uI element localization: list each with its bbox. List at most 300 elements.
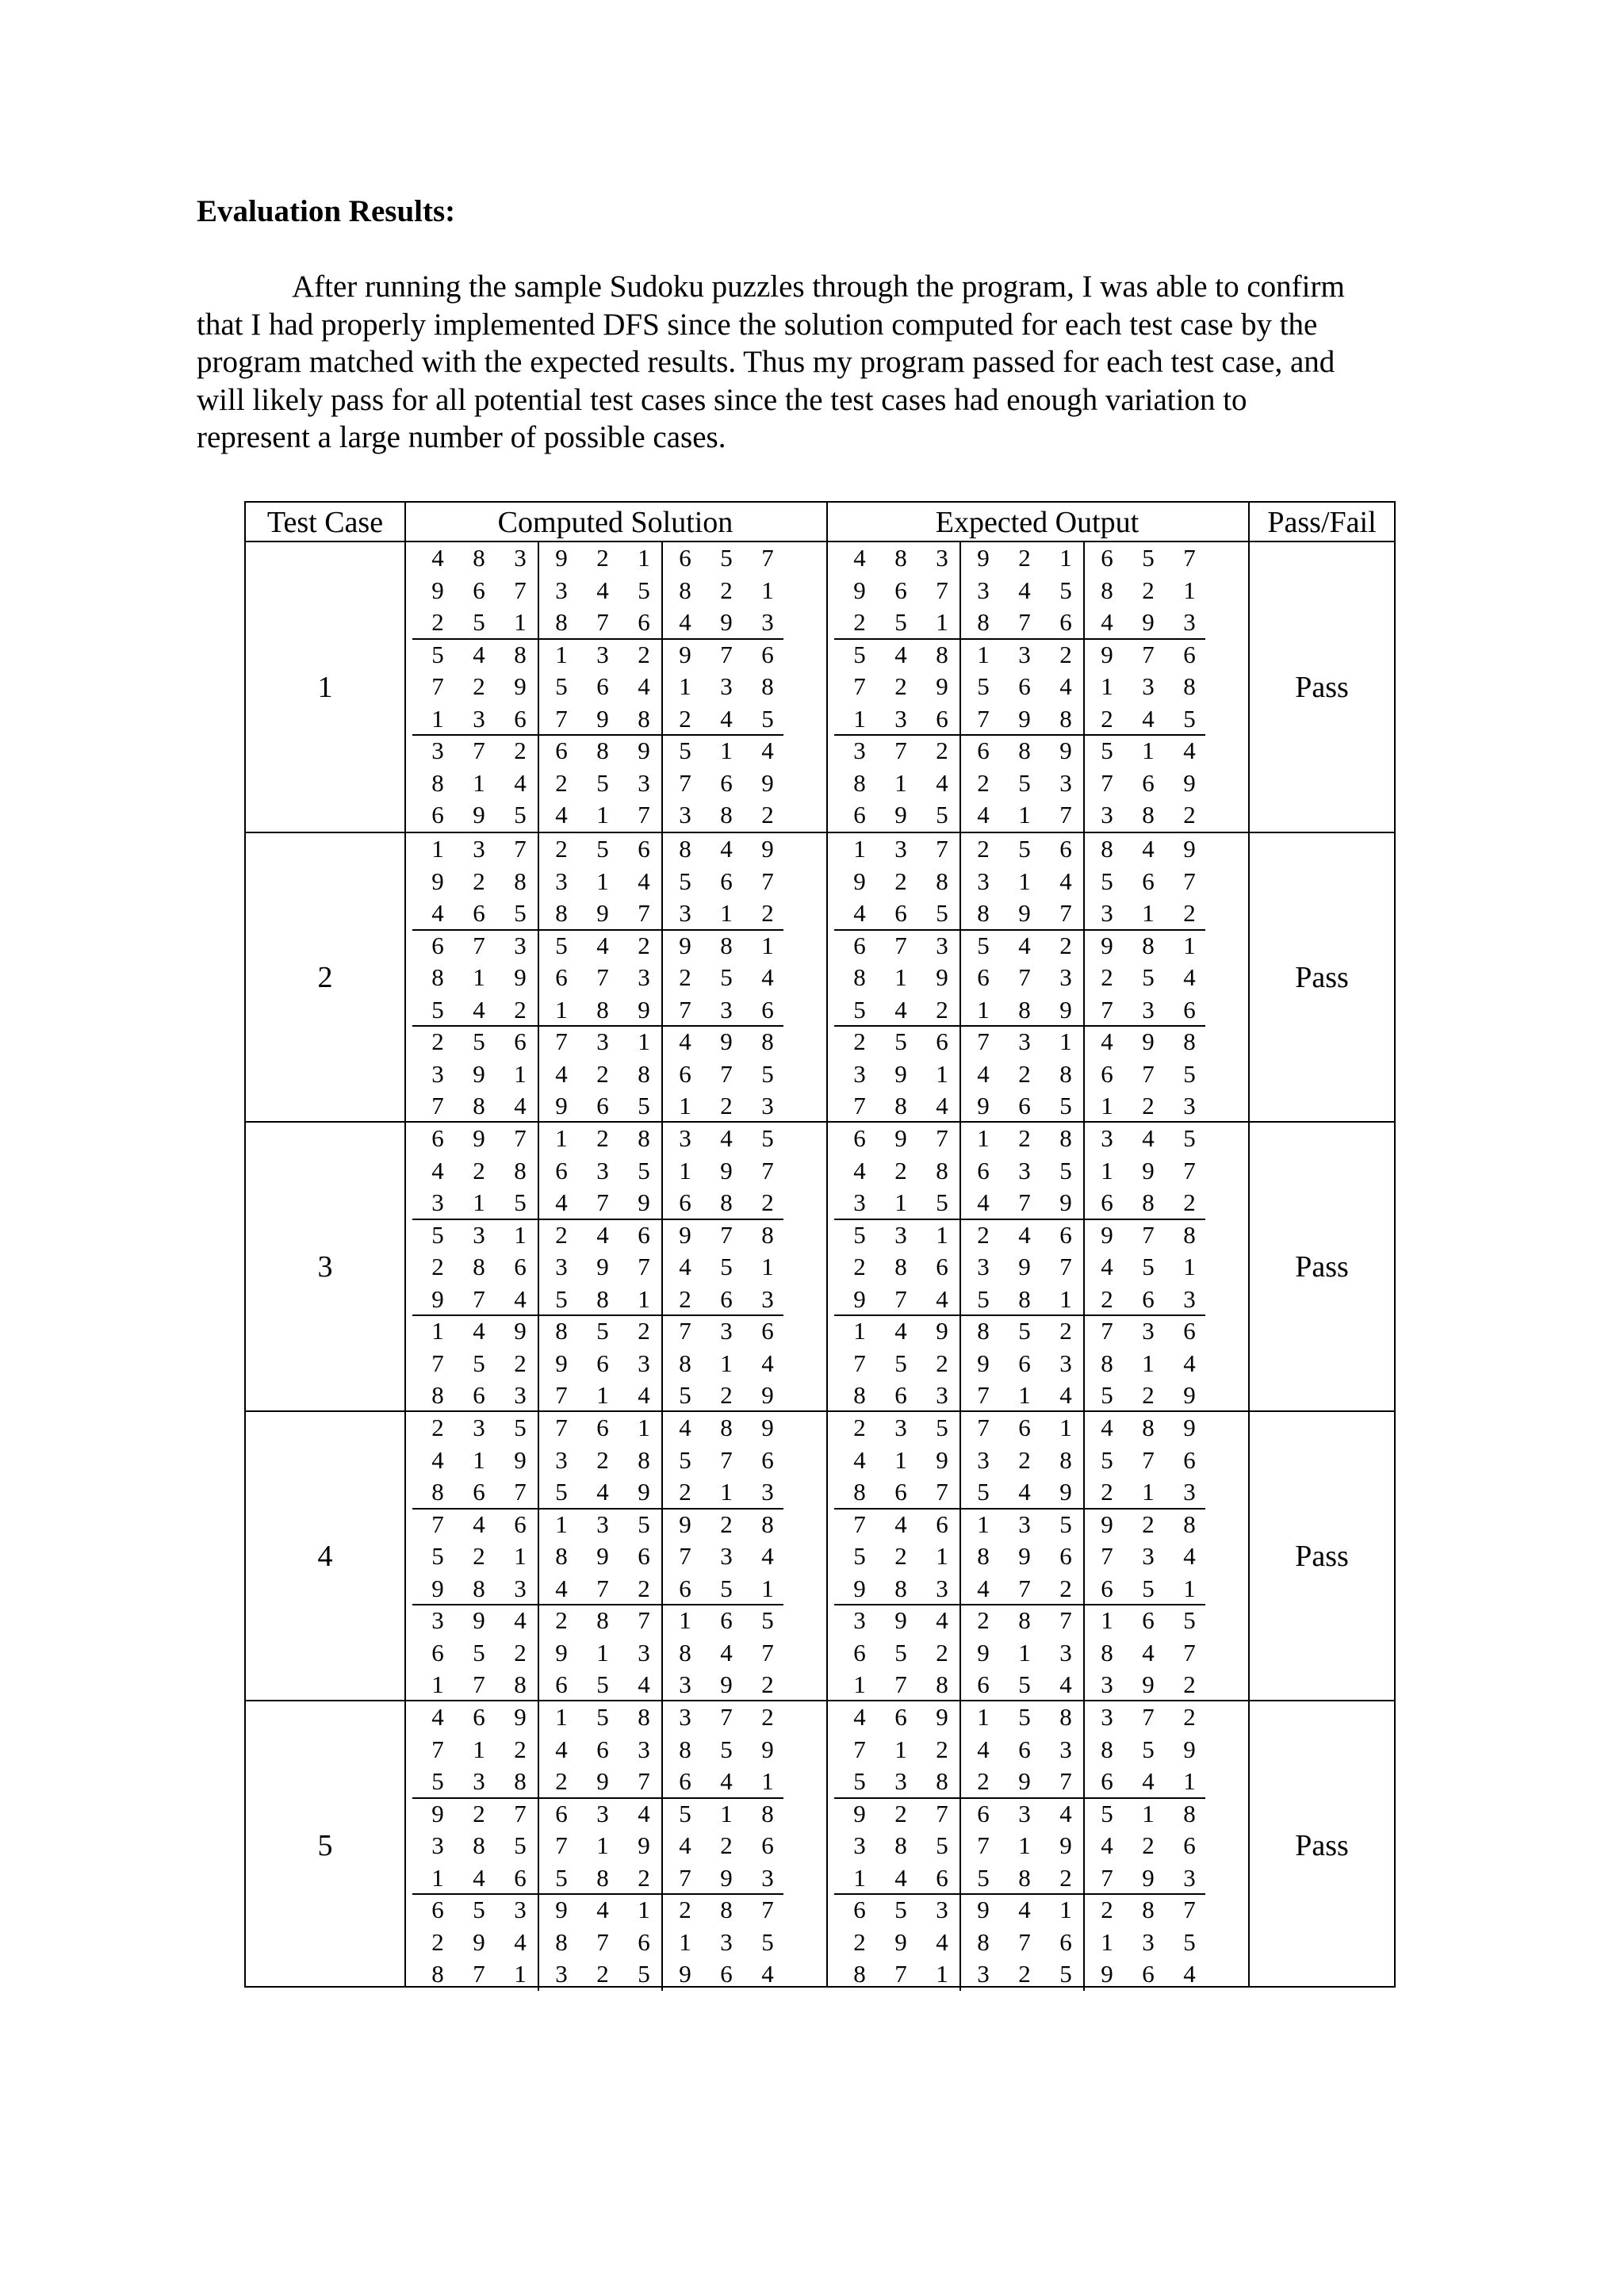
sudoku-cell: 7 bbox=[1018, 1188, 1031, 1217]
sudoku-cell: 4 bbox=[679, 1027, 691, 1056]
box-divider bbox=[538, 1701, 539, 1991]
sudoku-cell: 2 bbox=[761, 801, 774, 829]
sudoku-cell: 1 bbox=[1018, 1831, 1031, 1860]
sudoku-cell: 4 bbox=[936, 1606, 948, 1635]
sudoku-cell: 1 bbox=[894, 1445, 907, 1474]
sudoku-cell: 9 bbox=[1018, 1542, 1031, 1571]
sudoku-cell: 9 bbox=[1183, 835, 1196, 863]
sudoku-cell: 2 bbox=[936, 1735, 948, 1763]
sudoku-cell: 3 bbox=[1183, 1092, 1196, 1120]
sudoku-cell: 1 bbox=[720, 1478, 733, 1506]
sudoku-cell: 5 bbox=[514, 1188, 527, 1217]
sudoku-cell: 2 bbox=[555, 835, 568, 863]
sudoku-cell: 6 bbox=[894, 576, 907, 604]
section-heading: Evaluation Results: bbox=[197, 194, 456, 228]
sudoku-cell: 6 bbox=[1142, 768, 1155, 797]
sudoku-cell: 7 bbox=[1142, 1059, 1155, 1088]
sudoku-cell: 1 bbox=[720, 899, 733, 928]
sudoku-cell: 8 bbox=[514, 1670, 527, 1699]
sudoku-cell: 1 bbox=[1059, 1896, 1072, 1924]
sudoku-cell: 4 bbox=[555, 1059, 568, 1088]
sudoku-cell: 2 bbox=[977, 1220, 990, 1249]
sudoku-cell: 9 bbox=[936, 1703, 948, 1731]
sudoku-cell: 3 bbox=[679, 899, 691, 928]
sudoku-cell: 5 bbox=[514, 899, 527, 928]
sudoku-cell: 7 bbox=[514, 835, 527, 863]
sudoku-cell: 8 bbox=[473, 544, 485, 572]
sudoku-cell: 8 bbox=[1142, 801, 1155, 829]
sudoku-cell: 1 bbox=[894, 1188, 907, 1217]
sudoku-cell: 8 bbox=[1183, 1027, 1196, 1056]
sudoku-cell: 1 bbox=[555, 1510, 568, 1538]
sudoku-cell: 9 bbox=[853, 867, 866, 895]
sudoku-cell: 5 bbox=[761, 1606, 774, 1635]
sudoku-cell: 6 bbox=[936, 1253, 948, 1281]
sudoku-cell: 2 bbox=[1059, 1574, 1072, 1602]
sudoku-cell: 4 bbox=[514, 768, 527, 797]
sudoku-cell: 9 bbox=[431, 1284, 444, 1313]
sudoku-cell: 7 bbox=[1183, 1896, 1196, 1924]
sudoku-cell: 7 bbox=[431, 672, 444, 701]
sudoku-cell: 3 bbox=[431, 737, 444, 765]
sudoku-cell: 1 bbox=[473, 1735, 485, 1763]
sudoku-cell: 7 bbox=[720, 1059, 733, 1088]
box-divider bbox=[412, 734, 783, 736]
sudoku-cell: 6 bbox=[1142, 1284, 1155, 1313]
sudoku-cell: 7 bbox=[1059, 801, 1072, 829]
sudoku-cell: 2 bbox=[720, 1092, 733, 1120]
sudoku-cell: 2 bbox=[853, 1927, 866, 1956]
sudoku-cell: 5 bbox=[761, 1927, 774, 1956]
sudoku-cell: 7 bbox=[761, 1156, 774, 1184]
sudoku-cell: 1 bbox=[473, 1188, 485, 1217]
sudoku-cell: 2 bbox=[1101, 1478, 1113, 1506]
sudoku-cell: 6 bbox=[1018, 1349, 1031, 1377]
sudoku-cell: 8 bbox=[720, 931, 733, 959]
sudoku-cell: 7 bbox=[936, 1799, 948, 1827]
sudoku-cell: 4 bbox=[555, 1188, 568, 1217]
sudoku-cell: 5 bbox=[679, 867, 691, 895]
sudoku-cell: 4 bbox=[596, 1478, 609, 1506]
sudoku-cell: 3 bbox=[473, 704, 485, 733]
sudoku-cell: 1 bbox=[894, 768, 907, 797]
sudoku-cell: 6 bbox=[473, 1478, 485, 1506]
sudoku-cell: 6 bbox=[1059, 1220, 1072, 1249]
sudoku-cell: 6 bbox=[473, 899, 485, 928]
box-divider bbox=[834, 1314, 1205, 1316]
sudoku-cell: 8 bbox=[1101, 576, 1113, 604]
sudoku-cell: 8 bbox=[679, 1735, 691, 1763]
sudoku-cell: 2 bbox=[853, 1027, 866, 1056]
sudoku-cell: 6 bbox=[720, 867, 733, 895]
sudoku-cell: 1 bbox=[761, 1253, 774, 1281]
sudoku-cell: 9 bbox=[514, 1317, 527, 1345]
sudoku-cell: 1 bbox=[761, 1574, 774, 1602]
sudoku-cell: 2 bbox=[1101, 704, 1113, 733]
sudoku-cell: 4 bbox=[473, 1317, 485, 1345]
test-case-number: 1 bbox=[317, 670, 333, 704]
box-divider bbox=[661, 1701, 663, 1991]
sudoku-cell: 4 bbox=[1018, 576, 1031, 604]
sudoku-cell: 8 bbox=[853, 1381, 866, 1410]
sudoku-cell: 8 bbox=[894, 544, 907, 572]
sudoku-cell: 8 bbox=[555, 1317, 568, 1345]
sudoku-cell: 5 bbox=[853, 1542, 866, 1571]
sudoku-cell: 9 bbox=[977, 1896, 990, 1924]
sudoku-cell: 8 bbox=[679, 835, 691, 863]
sudoku-cell: 2 bbox=[1142, 1831, 1155, 1860]
sudoku-cell: 3 bbox=[977, 1253, 990, 1281]
sudoku-cell: 9 bbox=[473, 1927, 485, 1956]
sudoku-cell: 5 bbox=[555, 1863, 568, 1892]
sudoku-cell: 2 bbox=[977, 835, 990, 863]
sudoku-cell: 5 bbox=[473, 1638, 485, 1667]
sudoku-cell: 5 bbox=[596, 1670, 609, 1699]
sudoku-cell: 7 bbox=[473, 1670, 485, 1699]
sudoku-cell: 5 bbox=[761, 1124, 774, 1152]
sudoku-cell: 7 bbox=[894, 1670, 907, 1699]
sudoku-cell: 6 bbox=[638, 608, 650, 637]
sudoku-cell: 1 bbox=[936, 1542, 948, 1571]
sudoku-cell: 3 bbox=[853, 1831, 866, 1860]
box-divider bbox=[661, 1412, 663, 1701]
sudoku-cell: 4 bbox=[596, 576, 609, 604]
sudoku-cell: 1 bbox=[679, 1927, 691, 1956]
sudoku-cell: 3 bbox=[1183, 1478, 1196, 1506]
sudoku-cell: 7 bbox=[977, 1027, 990, 1056]
sudoku-cell: 8 bbox=[514, 1767, 527, 1796]
sudoku-cell: 7 bbox=[1142, 640, 1155, 668]
sudoku-cell: 2 bbox=[514, 1735, 527, 1763]
sudoku-cell: 3 bbox=[679, 1703, 691, 1731]
sudoku-cell: 7 bbox=[977, 1414, 990, 1441]
sudoku-cell: 8 bbox=[761, 1220, 774, 1249]
sudoku-cell: 2 bbox=[1183, 1188, 1196, 1217]
sudoku-cell: 4 bbox=[1059, 1670, 1072, 1699]
sudoku-cell: 3 bbox=[720, 672, 733, 701]
sudoku-cell: 2 bbox=[596, 1124, 609, 1152]
sudoku-cell: 1 bbox=[1101, 1927, 1113, 1956]
sudoku-cell: 8 bbox=[720, 1414, 733, 1441]
sudoku-cell: 5 bbox=[720, 1574, 733, 1602]
sudoku-cell: 8 bbox=[1059, 1059, 1072, 1088]
box-divider bbox=[1083, 1701, 1085, 1991]
sudoku-cell: 4 bbox=[596, 931, 609, 959]
sudoku-cell: 2 bbox=[761, 1703, 774, 1731]
sudoku-cell: 4 bbox=[853, 544, 866, 572]
sudoku-cell: 6 bbox=[894, 1703, 907, 1731]
sudoku-cell: 3 bbox=[431, 1188, 444, 1217]
sudoku-cell: 4 bbox=[431, 544, 444, 572]
sudoku-cell: 1 bbox=[431, 1317, 444, 1345]
sudoku-cell: 2 bbox=[1183, 899, 1196, 928]
sudoku-cell: 4 bbox=[1018, 1220, 1031, 1249]
sudoku-cell: 3 bbox=[720, 1317, 733, 1345]
computed-grid bbox=[417, 542, 788, 832]
sudoku-cell: 6 bbox=[679, 1059, 691, 1088]
sudoku-cell: 9 bbox=[1059, 737, 1072, 765]
sudoku-cell: 5 bbox=[894, 1896, 907, 1924]
sudoku-cell: 6 bbox=[679, 1188, 691, 1217]
sudoku-cell: 9 bbox=[431, 1799, 444, 1827]
box-divider bbox=[412, 1797, 783, 1799]
sudoku-cell: 3 bbox=[555, 576, 568, 604]
sudoku-cell: 9 bbox=[1101, 1960, 1113, 1988]
sudoku-cell: 7 bbox=[936, 835, 948, 863]
sudoku-cell: 9 bbox=[431, 867, 444, 895]
sudoku-cell: 6 bbox=[1059, 1927, 1072, 1956]
sudoku-cell: 5 bbox=[473, 1349, 485, 1377]
sudoku-cell: 4 bbox=[679, 1253, 691, 1281]
sudoku-cell: 1 bbox=[1059, 1027, 1072, 1056]
sudoku-cell: 1 bbox=[1101, 672, 1113, 701]
sudoku-cell: 3 bbox=[977, 1445, 990, 1474]
sudoku-cell: 2 bbox=[720, 1510, 733, 1538]
sudoku-cell: 9 bbox=[1183, 1381, 1196, 1410]
sudoku-cell: 2 bbox=[1183, 1670, 1196, 1699]
sudoku-cell: 8 bbox=[894, 1574, 907, 1602]
sudoku-cell: 8 bbox=[1142, 1896, 1155, 1924]
sudoku-cell: 8 bbox=[638, 1124, 650, 1152]
sudoku-cell: 3 bbox=[638, 1735, 650, 1763]
sudoku-cell: 2 bbox=[679, 1896, 691, 1924]
sudoku-cell: 6 bbox=[514, 704, 527, 733]
sudoku-cell: 5 bbox=[720, 544, 733, 572]
sudoku-cell: 2 bbox=[894, 672, 907, 701]
sudoku-cell: 3 bbox=[761, 1284, 774, 1313]
sudoku-cell: 1 bbox=[894, 963, 907, 992]
sudoku-cell: 9 bbox=[1059, 1478, 1072, 1506]
expected-grid bbox=[839, 1701, 1210, 1991]
sudoku-cell: 9 bbox=[514, 963, 527, 992]
sudoku-cell: 9 bbox=[596, 1767, 609, 1796]
sudoku-cell: 4 bbox=[596, 1220, 609, 1249]
sudoku-cell: 3 bbox=[473, 1767, 485, 1796]
sudoku-cell: 7 bbox=[1142, 1703, 1155, 1731]
sudoku-cell: 5 bbox=[977, 1863, 990, 1892]
sudoku-cell: 2 bbox=[761, 1188, 774, 1217]
sudoku-cell: 7 bbox=[596, 608, 609, 637]
sudoku-cell: 5 bbox=[638, 576, 650, 604]
sudoku-cell: 3 bbox=[853, 1059, 866, 1088]
table-row bbox=[246, 542, 1394, 832]
sudoku-cell: 3 bbox=[1101, 899, 1113, 928]
sudoku-cell: 2 bbox=[1018, 1445, 1031, 1474]
sudoku-cell: 2 bbox=[1059, 1863, 1072, 1892]
sudoku-cell: 8 bbox=[853, 768, 866, 797]
sudoku-cell: 5 bbox=[596, 1703, 609, 1731]
sudoku-cell: 7 bbox=[1142, 1445, 1155, 1474]
sudoku-cell: 8 bbox=[761, 1510, 774, 1538]
box-divider bbox=[1083, 1412, 1085, 1701]
sudoku-cell: 1 bbox=[638, 544, 650, 572]
sudoku-cell: 1 bbox=[555, 1703, 568, 1731]
sudoku-cell: 4 bbox=[431, 1156, 444, 1184]
sudoku-cell: 9 bbox=[1183, 768, 1196, 797]
sudoku-cell: 2 bbox=[514, 995, 527, 1024]
sudoku-cell: 2 bbox=[514, 1349, 527, 1377]
sudoku-cell: 7 bbox=[936, 1478, 948, 1506]
sudoku-cell: 3 bbox=[1142, 1317, 1155, 1345]
sudoku-cell: 3 bbox=[1018, 1027, 1031, 1056]
sudoku-cell: 8 bbox=[1101, 1349, 1113, 1377]
sudoku-cell: 4 bbox=[1059, 1381, 1072, 1410]
sudoku-cell: 8 bbox=[596, 737, 609, 765]
sudoku-cell: 2 bbox=[853, 1414, 866, 1441]
sudoku-cell: 4 bbox=[514, 1927, 527, 1956]
box-divider bbox=[959, 1701, 961, 1991]
sudoku-cell: 8 bbox=[638, 704, 650, 733]
sudoku-cell: 2 bbox=[596, 1059, 609, 1088]
sudoku-cell: 3 bbox=[1018, 1510, 1031, 1538]
box-divider bbox=[1083, 833, 1085, 1123]
sudoku-cell: 5 bbox=[596, 835, 609, 863]
sudoku-cell: 7 bbox=[853, 1510, 866, 1538]
sudoku-cell: 6 bbox=[977, 1156, 990, 1184]
sudoku-cell: 1 bbox=[1142, 1799, 1155, 1827]
sudoku-cell: 1 bbox=[894, 1735, 907, 1763]
sudoku-cell: 8 bbox=[936, 1156, 948, 1184]
sudoku-cell: 8 bbox=[977, 1542, 990, 1571]
sudoku-cell: 8 bbox=[1142, 1414, 1155, 1441]
sudoku-cell: 1 bbox=[720, 1799, 733, 1827]
sudoku-cell: 3 bbox=[761, 1478, 774, 1506]
sudoku-cell: 1 bbox=[977, 995, 990, 1024]
sudoku-cell: 4 bbox=[936, 1284, 948, 1313]
sudoku-cell: 5 bbox=[1183, 1606, 1196, 1635]
sudoku-cell: 7 bbox=[514, 576, 527, 604]
sudoku-cell: 5 bbox=[1059, 1092, 1072, 1120]
sudoku-cell: 2 bbox=[1059, 1317, 1072, 1345]
sudoku-cell: 4 bbox=[1059, 867, 1072, 895]
box-divider bbox=[959, 833, 961, 1123]
sudoku-cell: 9 bbox=[473, 1124, 485, 1152]
sudoku-cell: 6 bbox=[679, 1767, 691, 1796]
sudoku-cell: 7 bbox=[679, 1317, 691, 1345]
sudoku-cell: 1 bbox=[853, 704, 866, 733]
sudoku-cell: 1 bbox=[679, 1092, 691, 1120]
sudoku-cell: 3 bbox=[638, 963, 650, 992]
evaluation-paragraph bbox=[197, 268, 1434, 457]
sudoku-cell: 6 bbox=[894, 899, 907, 928]
sudoku-cell: 7 bbox=[761, 867, 774, 895]
sudoku-cell: 8 bbox=[977, 608, 990, 637]
sudoku-cell: 8 bbox=[431, 1960, 444, 1988]
sudoku-cell: 8 bbox=[1183, 1799, 1196, 1827]
sudoku-cell: 8 bbox=[514, 640, 527, 668]
sudoku-cell: 7 bbox=[555, 1831, 568, 1860]
sudoku-cell: 8 bbox=[431, 963, 444, 992]
sudoku-cell: 6 bbox=[431, 1638, 444, 1667]
sudoku-cell: 6 bbox=[596, 1349, 609, 1377]
sudoku-cell: 4 bbox=[1142, 1638, 1155, 1667]
sudoku-cell: 3 bbox=[1183, 1284, 1196, 1313]
sudoku-cell: 5 bbox=[1018, 1670, 1031, 1699]
box-divider bbox=[834, 1893, 1205, 1895]
sudoku-cell: 1 bbox=[431, 1670, 444, 1699]
sudoku-cell: 8 bbox=[894, 1253, 907, 1281]
sudoku-cell: 1 bbox=[1183, 576, 1196, 604]
sudoku-cell: 6 bbox=[761, 1445, 774, 1474]
sudoku-cell: 9 bbox=[1142, 608, 1155, 637]
sudoku-cell: 4 bbox=[1183, 963, 1196, 992]
sudoku-cell: 3 bbox=[638, 1349, 650, 1377]
sudoku-cell: 4 bbox=[1101, 1831, 1113, 1860]
sudoku-cell: 2 bbox=[1101, 963, 1113, 992]
sudoku-cell: 6 bbox=[514, 1027, 527, 1056]
sudoku-cell: 2 bbox=[894, 1542, 907, 1571]
sudoku-cell: 2 bbox=[638, 931, 650, 959]
sudoku-cell: 7 bbox=[555, 1381, 568, 1410]
sudoku-cell: 3 bbox=[1142, 672, 1155, 701]
sudoku-cell: 7 bbox=[894, 1960, 907, 1988]
sudoku-cell: 5 bbox=[1183, 704, 1196, 733]
sudoku-cell: 2 bbox=[1018, 544, 1031, 572]
sudoku-cell: 3 bbox=[894, 704, 907, 733]
sudoku-cell: 8 bbox=[596, 1606, 609, 1635]
sudoku-cell: 6 bbox=[1183, 1317, 1196, 1345]
box-divider bbox=[412, 1025, 783, 1027]
sudoku-cell: 2 bbox=[1018, 1124, 1031, 1152]
sudoku-cell: 3 bbox=[679, 801, 691, 829]
sudoku-cell: 6 bbox=[1183, 1831, 1196, 1860]
sudoku-cell: 7 bbox=[761, 1896, 774, 1924]
sudoku-cell: 7 bbox=[1018, 608, 1031, 637]
sudoku-cell: 5 bbox=[1059, 1156, 1072, 1184]
sudoku-cell: 4 bbox=[936, 1092, 948, 1120]
sudoku-cell: 4 bbox=[638, 867, 650, 895]
sudoku-cell: 1 bbox=[473, 963, 485, 992]
sudoku-cell: 2 bbox=[596, 544, 609, 572]
sudoku-cell: 8 bbox=[977, 1927, 990, 1956]
sudoku-cell: 1 bbox=[720, 737, 733, 765]
sudoku-cell: 5 bbox=[679, 1381, 691, 1410]
sudoku-cell: 3 bbox=[977, 1960, 990, 1988]
sudoku-cell: 7 bbox=[431, 1735, 444, 1763]
sudoku-cell: 2 bbox=[473, 1542, 485, 1571]
sudoku-cell: 2 bbox=[1018, 1059, 1031, 1088]
sudoku-cell: 4 bbox=[761, 737, 774, 765]
sudoku-cell: 9 bbox=[853, 1574, 866, 1602]
sudoku-cell: 5 bbox=[1101, 1381, 1113, 1410]
sudoku-cell: 8 bbox=[761, 1799, 774, 1827]
sudoku-cell: 9 bbox=[1018, 1767, 1031, 1796]
sudoku-cell: 9 bbox=[596, 704, 609, 733]
sudoku-cell: 1 bbox=[514, 1542, 527, 1571]
sudoku-cell: 7 bbox=[936, 1124, 948, 1152]
sudoku-cell: 9 bbox=[638, 1831, 650, 1860]
sudoku-cell: 8 bbox=[473, 1831, 485, 1860]
sudoku-cell: 1 bbox=[638, 1896, 650, 1924]
box-divider bbox=[412, 1508, 783, 1510]
sudoku-cell: 2 bbox=[555, 1767, 568, 1796]
sudoku-cell: 7 bbox=[894, 737, 907, 765]
sudoku-cell: 6 bbox=[853, 1896, 866, 1924]
sudoku-cell: 9 bbox=[473, 801, 485, 829]
sudoku-cell: 2 bbox=[1101, 1896, 1113, 1924]
sudoku-cell: 8 bbox=[638, 1445, 650, 1474]
sudoku-cell: 3 bbox=[596, 1027, 609, 1056]
sudoku-cell: 6 bbox=[1142, 1960, 1155, 1988]
sudoku-cell: 6 bbox=[555, 1799, 568, 1827]
sudoku-cell: 6 bbox=[638, 1927, 650, 1956]
sudoku-cell: 4 bbox=[1101, 1027, 1113, 1056]
sudoku-cell: 8 bbox=[596, 995, 609, 1024]
sudoku-cell: 3 bbox=[894, 1767, 907, 1796]
sudoku-cell: 9 bbox=[936, 1317, 948, 1345]
sudoku-cell: 8 bbox=[1059, 1445, 1072, 1474]
sudoku-cell: 6 bbox=[679, 544, 691, 572]
